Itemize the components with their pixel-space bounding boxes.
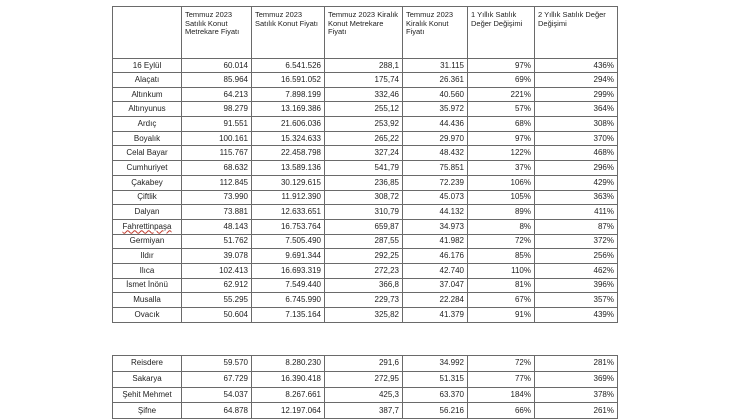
value-cell: 294%	[535, 73, 618, 88]
header-cell-2y-change: 2 Yıllık Satılık Değer Değişimi	[535, 7, 618, 59]
district-name-cell: Çiftlik	[113, 190, 182, 205]
value-cell: 357%	[535, 293, 618, 308]
district-name-cell: Ardıç	[113, 117, 182, 132]
value-cell: 45.073	[403, 190, 468, 205]
table-row	[113, 59, 618, 73]
value-cell: 115.767	[182, 146, 252, 161]
header-cell-district	[113, 7, 182, 59]
header-cell-sale-sqm-price: Temmuz 2023 Satılık Konut Metrekare Fiyatı	[182, 7, 252, 59]
value-cell: 72.239	[403, 175, 468, 190]
value-cell: 72%	[468, 356, 535, 372]
table-row	[113, 387, 618, 403]
table-row	[113, 278, 618, 293]
value-cell: 7.135.164	[252, 308, 325, 323]
header-cell-sale-price: Temmuz 2023 Satılık Konut Fiyatı	[252, 7, 325, 59]
district-name-cell: İsmet İnönü	[113, 278, 182, 293]
table-row	[113, 131, 618, 146]
district-name-cell: Ilıca	[113, 263, 182, 278]
value-cell: 468%	[535, 146, 618, 161]
value-cell: 22.458.798	[252, 146, 325, 161]
district-name-cell: Celal Bayar	[113, 146, 182, 161]
district-name-cell: Germiyan	[113, 234, 182, 249]
value-cell: 73.990	[182, 190, 252, 205]
value-cell: 87%	[535, 219, 618, 234]
district-name-cell: Alaçatı	[113, 73, 182, 88]
value-cell: 67%	[468, 293, 535, 308]
value-cell: 372%	[535, 234, 618, 249]
value-cell: 122%	[468, 146, 535, 161]
value-cell: 69%	[468, 73, 535, 88]
value-cell: 256%	[535, 249, 618, 264]
value-cell: 16.591.052	[252, 73, 325, 88]
district-name-cell: Musalla	[113, 293, 182, 308]
table-row	[113, 117, 618, 132]
value-cell: 7.505.490	[252, 234, 325, 249]
value-cell: 62.912	[182, 278, 252, 293]
header-row	[113, 7, 618, 59]
value-cell: 100.161	[182, 131, 252, 146]
district-name-cell: Ildır	[113, 249, 182, 264]
value-cell: 89%	[468, 205, 535, 220]
value-cell: 332,46	[325, 87, 403, 102]
value-cell: 29.970	[403, 131, 468, 146]
value-cell: 64.213	[182, 87, 252, 102]
value-cell: 8%	[468, 219, 535, 234]
value-cell: 436%	[535, 59, 618, 73]
district-name-cell: 16 Eylül	[113, 59, 182, 73]
table-row	[113, 263, 618, 278]
table-row	[113, 146, 618, 161]
value-cell: 541,79	[325, 161, 403, 176]
value-cell: 12.197.064	[252, 403, 325, 419]
district-name-cell: Şehit Mehmet	[113, 387, 182, 403]
header-cell-rent-price: Temmuz 2023 Kiralık Konut Fiyatı	[403, 7, 468, 59]
value-cell: 35.972	[403, 102, 468, 117]
value-cell: 59.570	[182, 356, 252, 372]
value-cell: 102.413	[182, 263, 252, 278]
value-cell: 44.436	[403, 117, 468, 132]
value-cell: 8.280.230	[252, 356, 325, 372]
district-name-cell: Boyalık	[113, 131, 182, 146]
value-cell: 11.912.390	[252, 190, 325, 205]
value-cell: 364%	[535, 102, 618, 117]
value-cell: 51.762	[182, 234, 252, 249]
value-cell: 462%	[535, 263, 618, 278]
value-cell: 16.753.764	[252, 219, 325, 234]
value-cell: 265,22	[325, 131, 403, 146]
value-cell: 13.169.386	[252, 102, 325, 117]
value-cell: 184%	[468, 387, 535, 403]
district-name-cell: Şifne	[113, 403, 182, 419]
table-row	[113, 190, 618, 205]
value-cell: 16.390.418	[252, 371, 325, 387]
value-cell: 299%	[535, 87, 618, 102]
value-cell: 396%	[535, 278, 618, 293]
table-row	[113, 161, 618, 176]
value-cell: 439%	[535, 308, 618, 323]
value-cell: 378%	[535, 387, 618, 403]
table-row	[113, 102, 618, 117]
value-cell: 91.551	[182, 117, 252, 132]
value-cell: 50.604	[182, 308, 252, 323]
value-cell: 325,82	[325, 308, 403, 323]
value-cell: 72%	[468, 234, 535, 249]
value-cell: 281%	[535, 356, 618, 372]
value-cell: 106%	[468, 175, 535, 190]
value-cell: 66%	[468, 403, 535, 419]
value-cell: 7.549.440	[252, 278, 325, 293]
value-cell: 31.115	[403, 59, 468, 73]
value-cell: 105%	[468, 190, 535, 205]
value-cell: 46.176	[403, 249, 468, 264]
value-cell: 37%	[468, 161, 535, 176]
value-cell: 272,95	[325, 371, 403, 387]
value-cell: 56.216	[403, 403, 468, 419]
table-row	[113, 308, 618, 323]
value-cell: 85%	[468, 249, 535, 264]
value-cell: 42.740	[403, 263, 468, 278]
value-cell: 261%	[535, 403, 618, 419]
district-name-cell: Reisdere	[113, 356, 182, 372]
table-row	[113, 249, 618, 264]
value-cell: 44.132	[403, 205, 468, 220]
value-cell: 296%	[535, 161, 618, 176]
value-cell: 77%	[468, 371, 535, 387]
value-cell: 308%	[535, 117, 618, 132]
value-cell: 8.267.661	[252, 387, 325, 403]
value-cell: 175,74	[325, 73, 403, 88]
value-cell: 57%	[468, 102, 535, 117]
table-row	[113, 234, 618, 249]
value-cell: 81%	[468, 278, 535, 293]
value-cell: 370%	[535, 131, 618, 146]
value-cell: 6.541.526	[252, 59, 325, 73]
value-cell: 51.315	[403, 371, 468, 387]
value-cell: 15.324.633	[252, 131, 325, 146]
table-row	[113, 371, 618, 387]
value-cell: 659,87	[325, 219, 403, 234]
table-row	[113, 175, 618, 190]
table-row	[113, 205, 618, 220]
value-cell: 37.047	[403, 278, 468, 293]
value-cell: 288,1	[325, 59, 403, 73]
value-cell: 363%	[535, 190, 618, 205]
value-cell: 34.973	[403, 219, 468, 234]
value-cell: 97%	[468, 59, 535, 73]
value-cell: 39.078	[182, 249, 252, 264]
price-table	[112, 6, 618, 323]
value-cell: 6.745.990	[252, 293, 325, 308]
value-cell: 67.729	[182, 371, 252, 387]
value-cell: 85.964	[182, 73, 252, 88]
value-cell: 91%	[468, 308, 535, 323]
value-cell: 13.589.136	[252, 161, 325, 176]
value-cell: 40.560	[403, 87, 468, 102]
district-name-cell: Cumhuriyet	[113, 161, 182, 176]
value-cell: 22.284	[403, 293, 468, 308]
value-cell: 55.295	[182, 293, 252, 308]
value-cell: 68%	[468, 117, 535, 132]
value-cell: 34.992	[403, 356, 468, 372]
value-cell: 308,72	[325, 190, 403, 205]
table-row	[113, 87, 618, 102]
value-cell: 98.279	[182, 102, 252, 117]
value-cell: 30.129.615	[252, 175, 325, 190]
value-cell: 221%	[468, 87, 535, 102]
header-cell-rent-sqm-price: Temmuz 2023 Kiralık Konut Metrekare Fiyatı	[325, 7, 403, 59]
value-cell: 425,3	[325, 387, 403, 403]
value-cell: 310,79	[325, 205, 403, 220]
district-name-cell: Ovacık	[113, 308, 182, 323]
value-cell: 26.361	[403, 73, 468, 88]
value-cell: 429%	[535, 175, 618, 190]
value-cell: 112.845	[182, 175, 252, 190]
value-cell: 272,23	[325, 263, 403, 278]
header-cell-1y-change: 1 Yıllık Satılık Değer Değişimi	[468, 7, 535, 59]
value-cell: 291,6	[325, 356, 403, 372]
value-cell: 253,92	[325, 117, 403, 132]
district-name-cell: Fahrettinpaşa	[113, 219, 182, 234]
value-cell: 9.691.344	[252, 249, 325, 264]
value-cell: 73.881	[182, 205, 252, 220]
value-cell: 63.370	[403, 387, 468, 403]
table-row	[113, 403, 618, 419]
table-row	[113, 356, 618, 372]
value-cell: 255,12	[325, 102, 403, 117]
value-cell: 236,85	[325, 175, 403, 190]
price-table-continued	[112, 355, 618, 419]
value-cell: 68.632	[182, 161, 252, 176]
value-cell: 75.851	[403, 161, 468, 176]
value-cell: 7.898.199	[252, 87, 325, 102]
value-cell: 110%	[468, 263, 535, 278]
value-cell: 369%	[535, 371, 618, 387]
value-cell: 60.014	[182, 59, 252, 73]
value-cell: 327,24	[325, 146, 403, 161]
value-cell: 16.693.319	[252, 263, 325, 278]
value-cell: 54.037	[182, 387, 252, 403]
table-row	[113, 219, 618, 234]
value-cell: 48.432	[403, 146, 468, 161]
value-cell: 97%	[468, 131, 535, 146]
value-cell: 366,8	[325, 278, 403, 293]
district-name-cell: Altınkum	[113, 87, 182, 102]
value-cell: 292,25	[325, 249, 403, 264]
district-name-cell: Çakabey	[113, 175, 182, 190]
value-cell: 41.379	[403, 308, 468, 323]
value-cell: 64.878	[182, 403, 252, 419]
value-cell: 287,55	[325, 234, 403, 249]
district-name-cell: Altınyunus	[113, 102, 182, 117]
district-name-cell: Sakarya	[113, 371, 182, 387]
value-cell: 229,73	[325, 293, 403, 308]
value-cell: 387,7	[325, 403, 403, 419]
value-cell: 21.606.036	[252, 117, 325, 132]
value-cell: 48.143	[182, 219, 252, 234]
table-row	[113, 73, 618, 88]
table-row	[113, 293, 618, 308]
district-name-cell: Dalyan	[113, 205, 182, 220]
value-cell: 411%	[535, 205, 618, 220]
value-cell: 41.982	[403, 234, 468, 249]
value-cell: 12.633.651	[252, 205, 325, 220]
